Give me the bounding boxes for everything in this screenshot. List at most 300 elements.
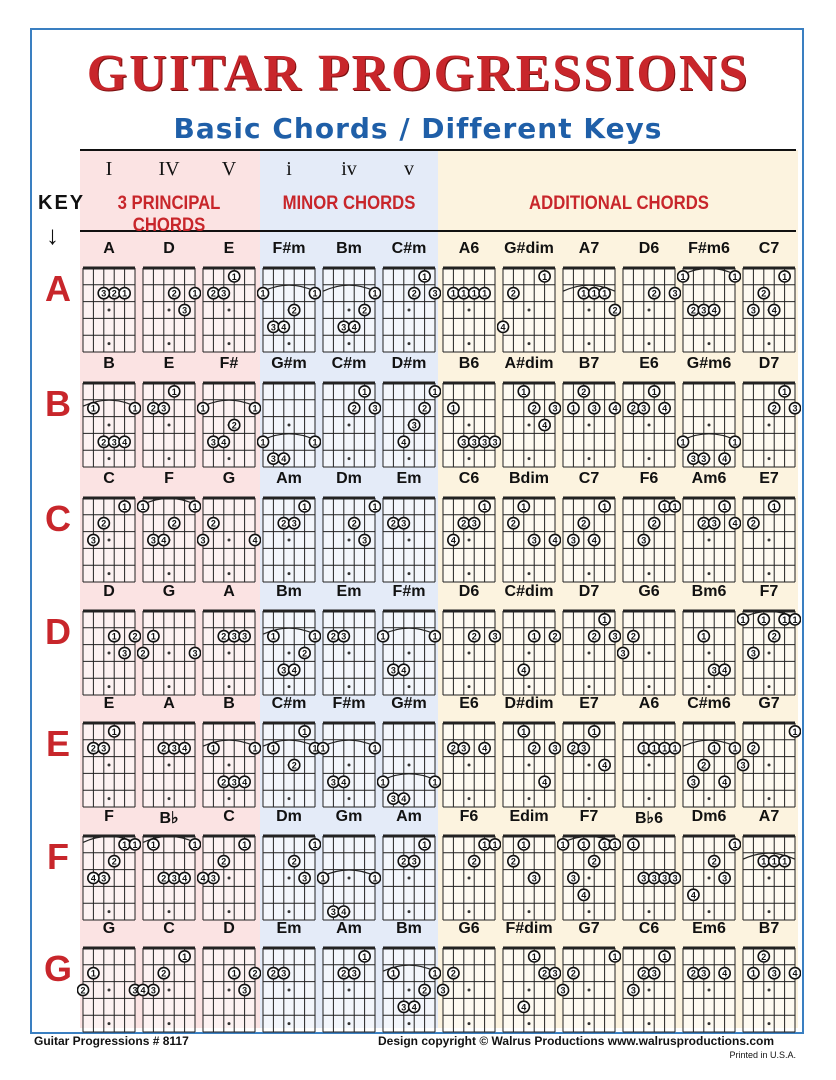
row-key-c: C — [45, 498, 71, 539]
finger-number: 1 — [651, 386, 657, 397]
finger-number: 4 — [500, 322, 506, 333]
finger-number: 1 — [150, 631, 156, 642]
fret-marker — [708, 1022, 711, 1025]
chord-diagram — [557, 492, 621, 590]
finger-number: 2 — [630, 403, 636, 414]
finger-number: 3 — [401, 1002, 407, 1013]
chord-diagram — [437, 605, 501, 703]
fret-marker — [348, 989, 351, 992]
finger-number: 4 — [411, 1002, 417, 1013]
finger-number: 4 — [722, 665, 728, 676]
finger-number: 2 — [291, 856, 297, 867]
finger-number: 4 — [182, 873, 188, 884]
finger-number: 3 — [750, 648, 756, 659]
chord-name: C7 — [578, 470, 600, 487]
finger-number: 4 — [252, 535, 258, 546]
finger-number: 4 — [542, 777, 548, 788]
fret-marker — [468, 457, 471, 460]
finger-number: 2 — [291, 305, 297, 316]
finger-number: 3 — [711, 518, 717, 529]
chord-diagram — [497, 830, 561, 928]
finger-number: 3 — [672, 873, 678, 884]
chord-diagram — [617, 377, 681, 475]
fret-marker — [528, 685, 531, 688]
chord-name: A7 — [578, 240, 600, 257]
chord-diagram — [497, 492, 561, 590]
finger-number: 3 — [242, 985, 248, 996]
fret-marker — [408, 309, 411, 312]
finger-number: 2 — [111, 288, 117, 299]
finger-number: 1 — [740, 614, 746, 625]
fret-marker — [528, 309, 531, 312]
chord-name: B7 — [578, 355, 600, 372]
fret-marker — [288, 539, 291, 542]
chord-name: G6 — [458, 920, 480, 937]
fret-marker — [468, 652, 471, 655]
fret-marker — [348, 652, 351, 655]
finger-number: 3 — [411, 856, 417, 867]
chord-diagram — [197, 605, 261, 703]
chord-diagram — [737, 830, 801, 928]
finger-number: 3 — [651, 968, 657, 979]
finger-number: 3 — [701, 454, 707, 465]
chord-diagram — [737, 377, 801, 475]
chord-name: C — [103, 470, 115, 487]
chord-name: F#m — [332, 695, 366, 712]
roman-numeral: iv — [341, 158, 357, 180]
chord-name: Am — [336, 920, 362, 937]
fret-marker — [588, 342, 591, 345]
finger-number: 4 — [281, 454, 287, 465]
finger-number: 2 — [471, 631, 477, 642]
finger-number: 2 — [111, 856, 117, 867]
fret-marker — [588, 424, 591, 427]
roman-numeral: i — [286, 158, 292, 180]
finger-number: 2 — [510, 288, 516, 299]
finger-number: 1 — [122, 501, 128, 512]
finger-number: 1 — [602, 839, 608, 850]
chord-diagram — [437, 830, 501, 928]
finger-number: 2 — [401, 856, 407, 867]
row-key-b: B — [45, 383, 71, 424]
fret-marker — [348, 572, 351, 575]
chord-name: A — [223, 583, 235, 600]
finger-number: 3 — [372, 403, 378, 414]
fret-marker — [408, 764, 411, 767]
fret-marker — [528, 797, 531, 800]
finger-number: 3 — [390, 794, 396, 805]
finger-number: 1 — [192, 288, 198, 299]
finger-number: 1 — [182, 951, 188, 962]
fret-marker — [288, 797, 291, 800]
fret-marker — [348, 457, 351, 460]
finger-number: 3 — [341, 631, 347, 642]
row-key-f: F — [47, 836, 69, 877]
finger-number: 1 — [422, 271, 428, 282]
finger-number: 1 — [722, 501, 728, 512]
roman-numeral: v — [404, 158, 414, 180]
chord-diagram — [77, 830, 141, 928]
finger-number: 1 — [122, 288, 128, 299]
finger-number: 1 — [672, 501, 678, 512]
finger-number: 2 — [171, 518, 177, 529]
chord-name: B6 — [458, 355, 480, 372]
finger-number: 1 — [171, 386, 177, 397]
fret-marker — [648, 797, 651, 800]
chord-diagram — [77, 717, 141, 815]
finger-number: 2 — [711, 856, 717, 867]
fret-marker — [768, 1022, 771, 1025]
chord-diagram — [377, 262, 441, 360]
finger-number: 1 — [312, 288, 318, 299]
page-subtitle: Basic Chords / Different Keys — [173, 112, 663, 145]
finger-number: 3 — [440, 985, 446, 996]
chord-name: Em — [336, 583, 362, 600]
chord-diagram — [377, 377, 441, 475]
finger-number: 3 — [270, 454, 276, 465]
finger-number: 2 — [411, 288, 417, 299]
finger-number: 1 — [252, 743, 258, 754]
finger-number: 1 — [312, 437, 318, 448]
finger-number: 2 — [221, 777, 227, 788]
chord-diagram — [317, 942, 381, 1040]
chord-name: Dm — [336, 470, 362, 487]
chord-name: Em — [396, 470, 422, 487]
fret-marker — [648, 424, 651, 427]
fret-marker — [228, 877, 231, 880]
finger-number: 4 — [732, 518, 738, 529]
finger-number: 1 — [450, 403, 456, 414]
finger-number: 1 — [782, 386, 788, 397]
fret-marker — [528, 424, 531, 427]
fret-marker — [168, 424, 171, 427]
finger-number: 1 — [260, 437, 266, 448]
fret-marker — [348, 309, 351, 312]
fret-marker — [228, 572, 231, 575]
chord-name: G — [222, 470, 236, 487]
finger-number: 4 — [722, 777, 728, 788]
chord-diagram — [617, 717, 681, 815]
fret-marker — [708, 877, 711, 880]
finger-number: 4 — [581, 890, 587, 901]
finger-number: 4 — [401, 665, 407, 676]
fret-marker — [348, 764, 351, 767]
finger-number: 3 — [701, 968, 707, 979]
finger-number: 3 — [200, 535, 206, 546]
finger-number: 1 — [471, 288, 477, 299]
chord-name: E6 — [459, 695, 479, 712]
finger-number: 1 — [771, 856, 777, 867]
finger-number: 2 — [641, 968, 647, 979]
finger-number: 4 — [401, 437, 407, 448]
fret-marker — [288, 877, 291, 880]
finger-number: 1 — [252, 403, 258, 414]
fret-marker — [288, 989, 291, 992]
chord-name: F# — [219, 355, 239, 372]
fret-marker — [528, 342, 531, 345]
finger-number: 3 — [641, 873, 647, 884]
fret-marker — [408, 457, 411, 460]
chord-name: Bm6 — [691, 583, 727, 600]
finger-number: 3 — [302, 873, 308, 884]
fret-marker — [768, 989, 771, 992]
finger-number: 4 — [401, 794, 407, 805]
fret-marker — [528, 652, 531, 655]
chord-diagram — [377, 492, 441, 590]
finger-number: 3 — [101, 288, 107, 299]
fret-marker — [108, 910, 111, 913]
fret-marker — [468, 1022, 471, 1025]
finger-number: 1 — [111, 726, 117, 737]
chord-diagram — [677, 492, 741, 590]
finger-number: 2 — [252, 968, 258, 979]
finger-number: 1 — [701, 631, 707, 642]
fret-marker — [468, 539, 471, 542]
finger-number: 2 — [750, 518, 756, 529]
chord-name: D#dim — [504, 695, 554, 712]
fret-marker — [228, 309, 231, 312]
finger-number: 3 — [111, 437, 117, 448]
finger-number: 3 — [711, 665, 717, 676]
finger-number: 1 — [302, 501, 308, 512]
fret-marker — [348, 1022, 351, 1025]
finger-number: 1 — [680, 271, 686, 282]
chord-diagram — [377, 830, 441, 928]
fret-marker — [588, 1022, 591, 1025]
chord-name: E7 — [579, 695, 599, 712]
finger-number: 2 — [450, 968, 456, 979]
finger-number: 2 — [531, 403, 537, 414]
fret-marker — [108, 685, 111, 688]
finger-number: 1 — [792, 614, 798, 625]
chord-diagram — [137, 830, 201, 928]
fret-marker — [108, 539, 111, 542]
chord-diagram — [77, 377, 141, 475]
finger-number: 3 — [132, 985, 138, 996]
chord-diagram — [137, 717, 201, 815]
chord-diagram — [137, 377, 201, 475]
finger-number: 4 — [182, 743, 188, 754]
finger-number: 2 — [362, 305, 368, 316]
chord-diagram — [137, 605, 201, 703]
finger-number: 3 — [630, 985, 636, 996]
fret-marker — [228, 764, 231, 767]
chord-diagram — [197, 830, 261, 928]
chord-name: G#dim — [504, 240, 554, 257]
finger-number: 1 — [432, 631, 438, 642]
fret-marker — [288, 424, 291, 427]
fret-marker — [468, 309, 471, 312]
fret-marker — [228, 539, 231, 542]
chord-diagram — [617, 605, 681, 703]
finger-number: 3 — [231, 777, 237, 788]
finger-number: 2 — [771, 403, 777, 414]
fret-marker — [648, 652, 651, 655]
finger-number: 3 — [672, 288, 678, 299]
chord-diagram — [497, 377, 561, 475]
finger-number: 3 — [161, 403, 167, 414]
fret-marker — [708, 424, 711, 427]
chord-name: Am — [276, 470, 302, 487]
fret-marker — [288, 1022, 291, 1025]
chord-diagram — [557, 942, 621, 1040]
chord-diagram — [257, 605, 321, 703]
finger-number: 1 — [111, 631, 117, 642]
chord-diagram — [197, 942, 261, 1040]
chord-name: B♭ — [159, 810, 179, 827]
finger-number: 1 — [521, 726, 527, 737]
fret-marker — [108, 989, 111, 992]
finger-number: 3 — [570, 873, 576, 884]
fret-marker — [768, 910, 771, 913]
finger-number: 1 — [231, 968, 237, 979]
fret-marker — [708, 685, 711, 688]
fret-marker — [768, 685, 771, 688]
finger-number: 1 — [320, 873, 326, 884]
finger-number: 2 — [651, 518, 657, 529]
fret-marker — [528, 910, 531, 913]
fret-marker — [168, 989, 171, 992]
finger-number: 1 — [680, 437, 686, 448]
fret-marker — [288, 652, 291, 655]
finger-number: 4 — [482, 743, 488, 754]
chord-name: G7 — [578, 920, 600, 937]
chord-name: F7 — [579, 808, 599, 825]
fret-marker — [408, 652, 411, 655]
finger-number: 1 — [782, 856, 788, 867]
finger-number: 3 — [750, 305, 756, 316]
finger-number: 3 — [281, 665, 287, 676]
finger-number: 2 — [750, 743, 756, 754]
fret-marker — [648, 764, 651, 767]
finger-number: 4 — [521, 1002, 527, 1013]
finger-number: 3 — [461, 437, 467, 448]
finger-number: 3 — [461, 743, 467, 754]
finger-number: 1 — [270, 743, 276, 754]
finger-number: 1 — [362, 951, 368, 962]
chord-name: C — [223, 808, 235, 825]
chord-diagram — [137, 262, 201, 360]
chord-diagram — [497, 262, 561, 360]
fret-marker — [168, 342, 171, 345]
fret-marker — [408, 342, 411, 345]
chord-name: B — [223, 695, 235, 712]
fret-marker — [108, 457, 111, 460]
chord-diagram — [137, 942, 201, 1040]
finger-number: 2 — [171, 288, 177, 299]
finger-number: 1 — [602, 501, 608, 512]
fret-marker — [288, 685, 291, 688]
row-key-g: G — [43, 948, 72, 989]
chord-diagram — [557, 262, 621, 360]
finger-number: 1 — [482, 501, 488, 512]
finger-number: 1 — [732, 743, 738, 754]
fret-marker — [288, 910, 291, 913]
chord-diagram — [617, 262, 681, 360]
chord-diagram — [317, 377, 381, 475]
finger-number: 1 — [192, 839, 198, 850]
chord-name: D — [163, 240, 175, 257]
chord-name: Dm6 — [691, 808, 727, 825]
fret-marker — [468, 572, 471, 575]
finger-number: 3 — [210, 873, 216, 884]
chord-name: G7 — [758, 695, 780, 712]
finger-number: 2 — [612, 305, 618, 316]
roman-numeral: I — [105, 158, 113, 180]
roman-numeral: V — [221, 158, 237, 180]
finger-number: 2 — [690, 968, 696, 979]
finger-number: 3 — [270, 322, 276, 333]
fret-marker — [468, 877, 471, 880]
fret-marker — [408, 685, 411, 688]
chord-name: E — [163, 355, 175, 372]
finger-number: 1 — [792, 726, 798, 737]
finger-number: 3 — [242, 631, 248, 642]
finger-number: 4 — [722, 968, 728, 979]
fret-marker — [708, 342, 711, 345]
chord-diagram — [557, 830, 621, 928]
finger-number: 4 — [771, 305, 777, 316]
finger-number: 3 — [210, 437, 216, 448]
finger-number: 1 — [380, 631, 386, 642]
chord-name: D#m — [391, 355, 427, 372]
finger-number: 1 — [581, 839, 587, 850]
finger-number: 4 — [722, 454, 728, 465]
fret-marker — [168, 652, 171, 655]
fret-marker — [768, 457, 771, 460]
finger-number: 3 — [701, 305, 707, 316]
chord-name: F#m — [272, 240, 306, 257]
chord-name: A7 — [758, 808, 780, 825]
finger-number: 4 — [542, 420, 548, 431]
chord-name: A — [103, 240, 115, 257]
chord-diagram — [197, 717, 261, 815]
finger-number: 3 — [641, 535, 647, 546]
finger-number: 4 — [161, 535, 167, 546]
finger-number: 2 — [390, 518, 396, 529]
chord-name: G#m — [391, 695, 427, 712]
chord-name: A6 — [638, 695, 660, 712]
finger-number: 3 — [411, 420, 417, 431]
chord-diagram — [377, 717, 441, 815]
chord-diagram — [317, 262, 381, 360]
fret-marker — [648, 989, 651, 992]
finger-number: 1 — [90, 968, 96, 979]
finger-number: 3 — [101, 873, 107, 884]
fret-marker — [228, 457, 231, 460]
chord-diagram — [677, 942, 741, 1040]
chord-name: Am6 — [691, 470, 727, 487]
fret-marker — [468, 685, 471, 688]
finger-number: 2 — [351, 403, 357, 414]
fret-marker — [348, 424, 351, 427]
finger-number: 4 — [140, 985, 146, 996]
finger-number: 1 — [651, 743, 657, 754]
finger-number: 3 — [581, 743, 587, 754]
finger-number: 1 — [140, 501, 146, 512]
finger-number: 2 — [161, 743, 167, 754]
finger-number: 3 — [192, 648, 198, 659]
finger-number: 3 — [231, 631, 237, 642]
finger-number: 3 — [482, 437, 488, 448]
finger-number: 4 — [711, 305, 717, 316]
finger-number: 1 — [782, 614, 788, 625]
header-rule-top — [80, 149, 796, 151]
finger-number: 3 — [341, 322, 347, 333]
chord-name: Gm — [335, 808, 363, 825]
fret-marker — [228, 652, 231, 655]
finger-number: 1 — [362, 386, 368, 397]
